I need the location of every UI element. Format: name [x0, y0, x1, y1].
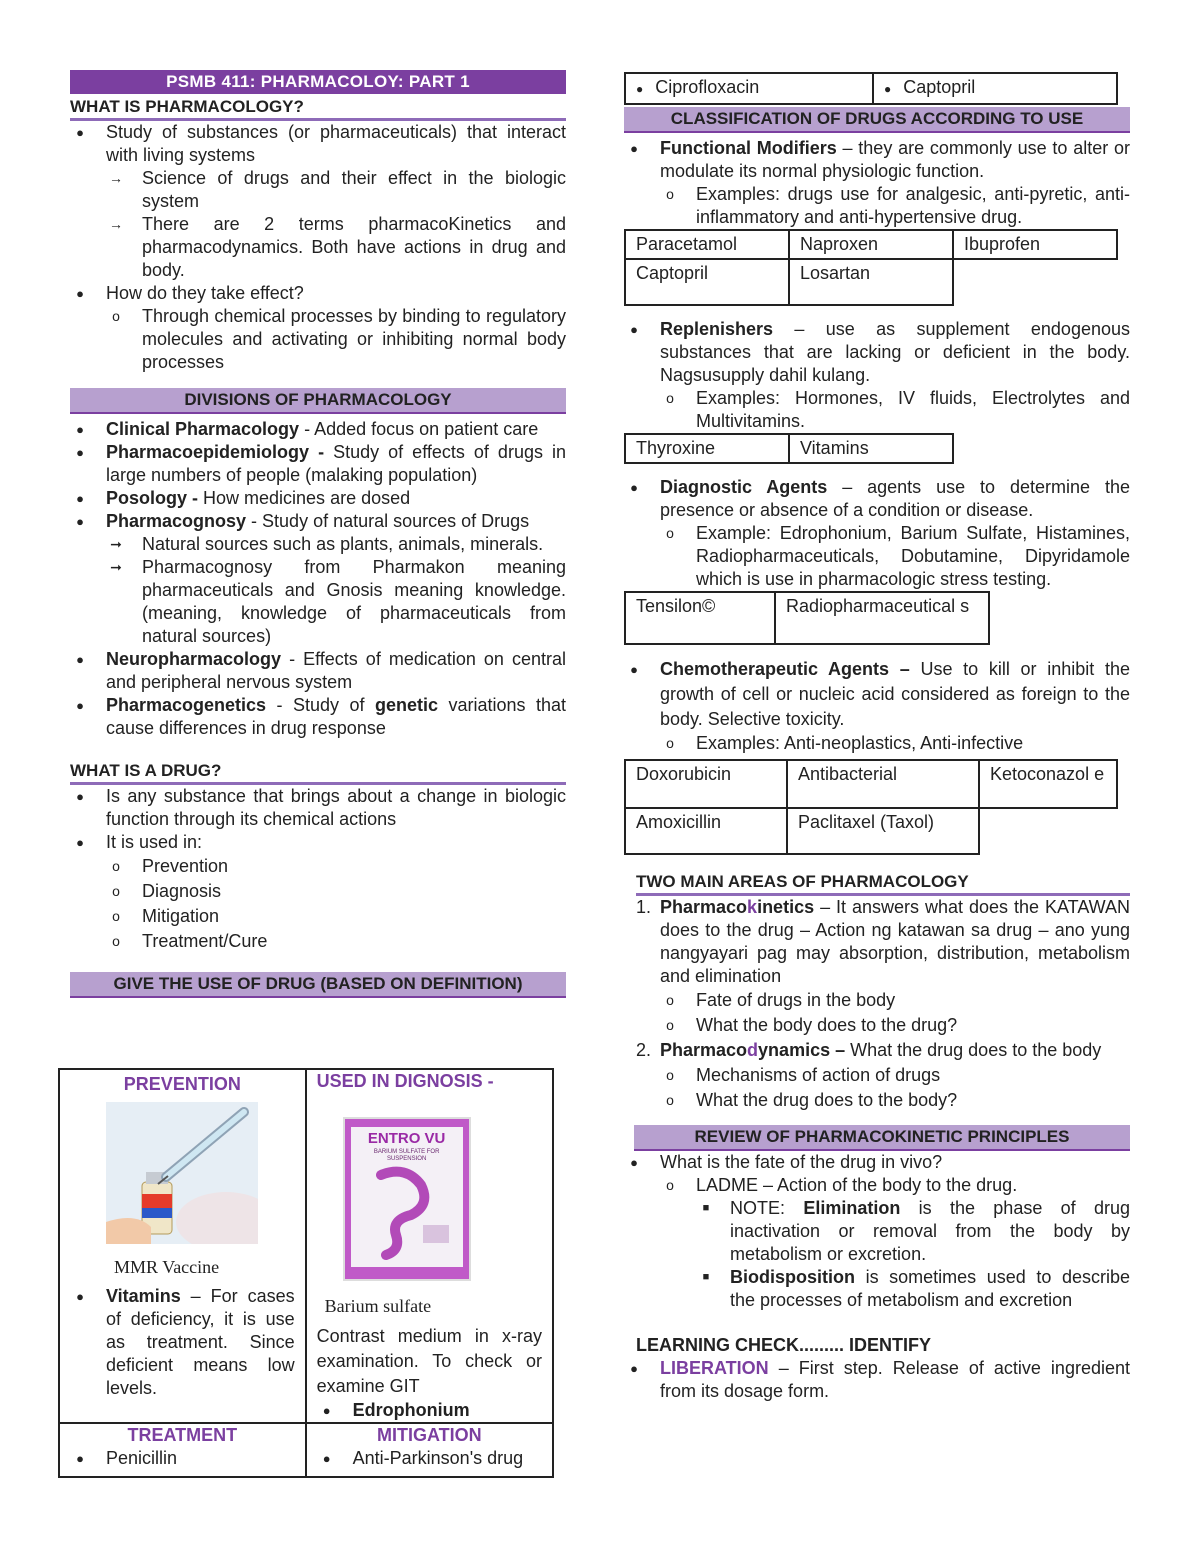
what-is-pharmacology-heading: WHAT IS PHARMACOLOGY?	[70, 96, 566, 121]
table-cell: Radiopharmaceutical s	[775, 592, 989, 644]
list-item: ● Vitamins – For cases of deficiency, it is use as treatment. Since deficient means low levels.	[76, 1286, 295, 1398]
table-cell: Thyroxine	[625, 434, 789, 463]
classification-heading: CLASSIFICATION OF DRUGS ACCORDING TO USE	[624, 107, 1130, 133]
list-item: ● Diagnostic Agents – agents use to determine the presence or absence of a condition or disease.	[630, 477, 1130, 520]
list-item: o Examples: Anti-neoplastics, Anti-infective	[666, 733, 1024, 753]
mmr-caption: MMR Vaccine	[114, 1257, 220, 1277]
two-main-areas-heading: TWO MAIN AREAS OF PHARMACOLOGY	[636, 871, 1130, 896]
diagnostic-agents-table	[624, 591, 990, 645]
list-item: 2. Pharmacodynamics – What the drug does to the body	[636, 1040, 1102, 1060]
list-item: → Science of drugs and their effect in the biologic system	[109, 168, 566, 211]
what-is-drug-heading: WHAT IS A DRUG?	[70, 760, 566, 785]
list-item: ● Replenishers – use as supplement endogenous substances that are lacking or deficient in the body. Nagsusupply dahil kulang.	[630, 319, 1130, 385]
list-item: ■ NOTE: Elimination is the phase of drug inactivation or removal from the body by metabolism or excretion.	[702, 1198, 1131, 1264]
prevention-cell	[59, 1069, 306, 1423]
list-item: o Treatment/Cure	[112, 931, 268, 951]
list-item: ● Chemotherapeutic Agents – Use to kill or inhibit the growth of cell or nucleic acid considered as foreign to the body. Selective toxicity.	[630, 659, 1130, 729]
list-item: ● How do they take effect?	[76, 283, 304, 303]
list-item: ● It is used in:	[76, 832, 203, 852]
list-item: ● Pharmacognosy - Study of natural sources of Drugs	[76, 511, 530, 531]
mitigation-cell	[306, 1423, 553, 1477]
list-item: ● Neuropharmacology - Effects of medication on central and peripheral nervous system	[76, 649, 566, 692]
list-item: ● Edrophonium	[322, 1400, 470, 1420]
list-item: ● Study of substances (or pharmaceuticals) that interact with living systems	[76, 122, 566, 165]
table-cell: Losartan	[789, 259, 953, 305]
list-item: ● Penicillin	[76, 1448, 178, 1468]
chemotherapeutic-table	[624, 759, 1118, 855]
top-table	[624, 72, 1118, 105]
list-item: o Examples: drugs use for analgesic, anti-pyretic, anti-inflammatory and anti-hypertensive drug.	[666, 184, 1130, 227]
list-item: o LADME – Action of the body to the drug.	[666, 1175, 1018, 1195]
list-item: o What the drug does to the body?	[666, 1090, 958, 1110]
list-item: → There are 2 terms pharmacoKinetics and pharmacodynamics. Both have actions in drug and body.	[109, 214, 566, 280]
mmr-vaccine-image	[106, 1102, 258, 1244]
diagnosis-label: USED IN DIGNOSIS -	[316, 1071, 494, 1091]
table-cell	[953, 259, 1117, 305]
document-title: PSMB 411: PHARMACOLOY: PART 1	[70, 70, 566, 94]
table-cell: Antibacterial	[787, 760, 979, 808]
list-item: o Fate of drugs in the body	[666, 990, 896, 1010]
table-cell: Doxorubicin	[625, 760, 787, 808]
review-heading: REVIEW OF PHARMACOKINETIC PRINCIPLES	[634, 1125, 1130, 1151]
table-cell: Paclitaxel (Taxol)	[787, 808, 979, 854]
table-cell: Ketoconazol e	[979, 760, 1117, 808]
table-cell: Vitamins	[789, 434, 953, 463]
list-item: ● Is any substance that brings about a change in biologic function through its chemical actions	[76, 786, 566, 829]
table-cell: Tensilon©	[625, 592, 775, 644]
list-item: ● Anti-Parkinson's drug	[322, 1448, 524, 1468]
left-column	[70, 70, 566, 998]
contrast-text: Contrast medium in x-ray examination. To check or examine GIT	[316, 1326, 542, 1396]
drug-use-table	[58, 1068, 554, 1478]
list-item: o Example: Edrophonium, Barium Sulfate, Histamines, Radiopharmaceuticals, Dobutamine, Dipyridamole which is use in pharmacologic stress testing.	[666, 523, 1130, 589]
barium-sulfate-package-image: ENTRO VU BARIUM SULFATE FOR SUSPENSION	[343, 1117, 471, 1281]
list-item: ● Posology - How medicines are dosed	[76, 488, 411, 508]
table-cell: Ibuprofen	[953, 230, 1117, 259]
replenishers-table	[624, 433, 954, 464]
right-column	[624, 70, 1130, 1403]
functional-modifiers-table	[624, 229, 1118, 306]
mitigation-label: MITIGATION	[376, 1425, 482, 1445]
treatment-label: TREATMENT	[127, 1425, 238, 1445]
list-item: o Through chemical processes by binding to regulatory molecules and activating or inhibiting normal body processes	[112, 306, 566, 372]
list-item: ■ Biodisposition is sometimes used to describe the processes of metabolism and excretion	[702, 1267, 1130, 1310]
table-cell: Naproxen	[789, 230, 953, 259]
list-item: o Prevention	[112, 856, 229, 876]
list-item: o Diagnosis	[112, 881, 222, 901]
list-item: ● Pharmacogenetics - Study of genetic variations that cause differences in drug response	[76, 695, 567, 738]
prevention-label: PREVENTION	[123, 1074, 241, 1094]
list-item: ● LIBERATION – First step. Release of active ingredient from its dosage form.	[630, 1358, 1130, 1401]
table-cell: ● Ciprofloxacin	[625, 73, 873, 104]
divisions-heading: DIVISIONS OF PHARMACOLOGY	[70, 388, 566, 414]
list-item: o What the body does to the drug?	[666, 1015, 958, 1035]
table-cell: Paracetamol	[625, 230, 789, 259]
list-item: ● Pharmacoepidemiology - Study of effects of drugs in large numbers of people (malaking population)	[76, 442, 566, 485]
table-cell: ● Captopril	[873, 73, 1117, 104]
table-cell: Amoxicillin	[625, 808, 787, 854]
give-use-heading: GIVE THE USE OF DRUG (BASED ON DEFINITION)	[70, 972, 566, 998]
table-cell	[979, 808, 1117, 854]
list-item: ➞ Pharmacognosy from Pharmakon meaning pharmaceuticals and Gnosis meaning knowledge. (meaning, knowledge of pharmaceuticals from natural sources)	[110, 557, 566, 646]
treatment-cell	[59, 1423, 306, 1477]
diagnosis-cell	[306, 1069, 553, 1423]
list-item: ● What is the fate of the drug in vivo?	[630, 1152, 943, 1172]
table-cell: Captopril	[625, 259, 789, 305]
list-item: ● Functional Modifiers – they are commonly use to alter or modulate its normal physiologic function.	[630, 138, 1130, 181]
list-item: 1. Pharmacokinetics – It answers what does the KATAWAN does to the drug – Action ng katawan sa drug – ano yung nangyayari pag may absorption, distribution, metabolism and elimination	[636, 897, 1130, 986]
list-item: o Mechanisms of action of drugs	[666, 1065, 941, 1085]
barium-caption: Barium sulfate	[324, 1296, 432, 1316]
list-item: o Mitigation	[112, 906, 220, 926]
learning-check-heading: LEARNING CHECK......... IDENTIFY	[636, 1335, 932, 1355]
list-item: o Examples: Hormones, IV fluids, Electrolytes and Multivitamins.	[666, 388, 1130, 431]
list-item: ● Clinical Pharmacology - Added focus on patient care	[76, 419, 539, 439]
list-item: ➞ Natural sources such as plants, animals, minerals.	[110, 534, 544, 554]
